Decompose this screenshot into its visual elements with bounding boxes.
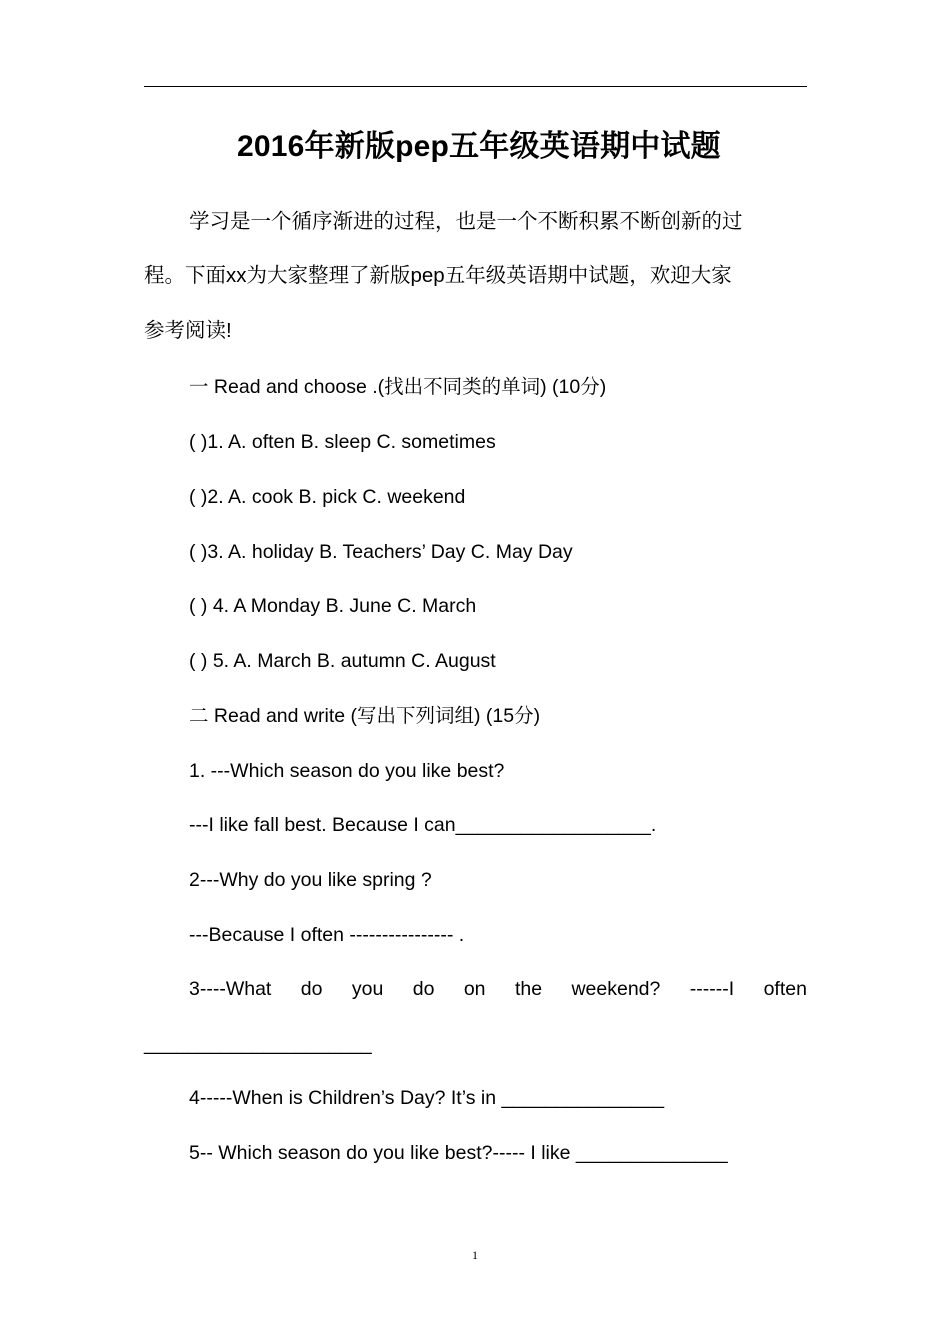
section-1-heading: 一 Read and choose .(找出不同类的单词) (10分) (189, 376, 607, 398)
section-1-item-5: ( ) 5. A. March B. autumn C. August (189, 650, 496, 672)
section-1-item-2: ( )2. A. cook B. pick C. weekend (189, 486, 466, 508)
intro-line-2: 程。下面xx为大家整理了新版pep五年级英语期中试题，欢迎大家 (144, 264, 732, 287)
section-1-item-1: ( )1. A. often B. sleep C. sometimes (189, 431, 496, 453)
question-3-word: weekend? (571, 978, 661, 1000)
question-3-word: do (300, 978, 323, 1000)
question-1: 1. ---Which season do you like best? (189, 760, 505, 782)
section-2-heading: 二 Read and write (写出下列词组) (15分) (189, 705, 541, 727)
question-3-word: the (514, 978, 543, 1000)
question-3-word: often (763, 978, 807, 1000)
page-number: 1 (472, 1248, 478, 1262)
question-3-blank: _____________________ (144, 1033, 372, 1055)
question-2: 2---Why do you like spring ? (189, 869, 432, 891)
question-3-word: do (412, 978, 435, 1000)
question-3-word: you (351, 978, 384, 1000)
question-5: 5-- Which season do you like best?----- I like ______________ (189, 1142, 728, 1164)
question-4: 4-----When is Children’s Day? It’s in _______________ (189, 1087, 665, 1109)
intro-line-1: 学习是一个循序渐进的过程，也是一个不断积累不断创新的过 (189, 210, 743, 233)
question-3-word: on (463, 978, 486, 1000)
answer-1: ---I like fall best. Because I can__________________. (189, 814, 657, 836)
header-rule (144, 86, 807, 87)
question-3-word: ------I (689, 978, 735, 1000)
answer-2: ---Because I often ---------------- . (189, 924, 465, 946)
section-1-item-4: ( ) 4. A Monday B. June C. March (189, 595, 477, 617)
question-3 (189, 975, 807, 1003)
document-title: 2016年新版pep五年级英语期中试题 (237, 130, 721, 163)
question-3-word: 3----What (189, 978, 272, 1000)
section-1-item-3: ( )3. A. holiday B. Teachers’ Day C. May Day (189, 541, 573, 563)
intro-line-3: 参考阅读! (144, 319, 232, 342)
